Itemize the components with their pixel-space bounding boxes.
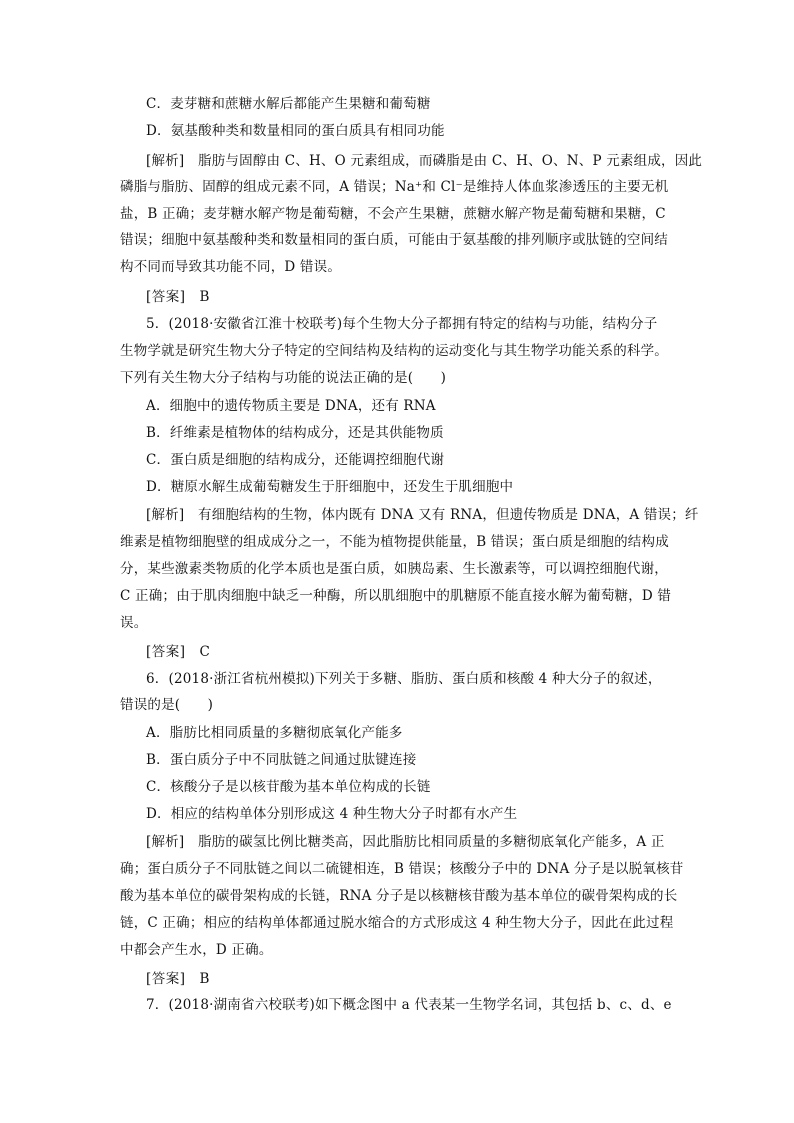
q5-answer: [答案] C <box>146 644 211 660</box>
q6-answer: [答案] B <box>146 971 210 987</box>
q4-analysis-line-1: [解析] 脂肪与固醇由 C、H、O 元素组成，而磷脂是由 C、H、O、N、P 元素组成，因此 <box>146 153 703 169</box>
q5-analysis-line-1: [解析] 有细胞结构的生物，体内既有 DNA 又有 RNA，但遗传物质是 DNA，A 错误；纤 <box>146 507 699 523</box>
q5-analysis-line-5: 误。 <box>120 615 148 631</box>
q5-analysis-line-4: C 正确；由于肌肉细胞中缺乏一种酶，所以肌细胞中的肌糖原不能直接水解为葡萄糖，D 错 <box>120 588 672 604</box>
q4-answer: [答案] B <box>146 289 210 305</box>
q6-stem-line-2: 错误的是( ) <box>120 697 214 713</box>
q6-analysis-line-3: 酸为基本单位的碳骨架构成的长链，RNA 分子是以核糖核苷酸为基本单位的碳骨架构成的长 <box>120 888 678 904</box>
q6-option-c: C．核酸分子是以核苷酸为基本单位构成的长链 <box>146 779 431 795</box>
q6-analysis-line-4: 链，C 正确；相应的结构单体都通过脱水缩合的方式形成这 4 种生物大分子，因此在此过程 <box>120 915 674 931</box>
q5-option-b: B．纤维素是植物体的结构成分，还是其供能物质 <box>146 425 444 441</box>
q4-analysis-line-5: 构不同而导致其功能不同，D 错误。 <box>120 259 342 275</box>
q6-analysis-line-2: 确；蛋白质分子不同肽链之间以二硫键相连，B 错误；核酸分子中的 DNA 分子是以脱氧核苷 <box>120 861 684 877</box>
q5-option-c: C．蛋白质是细胞的结构成分，还能调控细胞代谢 <box>146 452 445 468</box>
q4-option-c: C．麦芽糖和蔗糖水解后都能产生果糖和葡萄糖 <box>146 96 431 112</box>
q7-stem-line-1: 7．(2018·湖南省六校联考)如下概念图中 a 代表某一生物学名词，其包括 b、c、d、e <box>146 997 672 1013</box>
q4-analysis-line-2: 磷脂与脂肪、固醇的组成元素不同，A 错误；Na⁺和 Cl⁻是维持人体血浆渗透压的主要无机 <box>120 179 669 195</box>
q6-stem-line-1: 6．(2018·浙江省杭州模拟)下列关于多糖、脂肪、蛋白质和核酸 4 种大分子的叙述， <box>146 671 662 687</box>
q6-analysis-line-1: [解析] 脂肪的碳氢比例比糖类高，因此脂肪比相同质量的多糖彻底氧化产能多，A 正 <box>146 834 665 850</box>
q5-analysis-line-2: 维素是植物细胞壁的组成成分之一，不能为植物提供能量，B 错误；蛋白质是细胞的结构成 <box>120 534 669 550</box>
q5-analysis-line-3: 分，某些激素类物质的化学本质也是蛋白质，如胰岛素、生长激素等，可以调控细胞代谢， <box>120 561 668 577</box>
q6-option-d: D．相应的结构单体分别形成这 4 种生物大分子时都有水产生 <box>146 806 518 822</box>
q6-option-a: A．脂肪比相同质量的多糖彻底氧化产能多 <box>146 725 403 741</box>
q4-analysis-line-3: 盐，B 正确；麦芽糖水解产物是葡萄糖，不会产生果糖，蔗糖水解产物是葡萄糖和果糖，C <box>120 206 666 222</box>
q5-option-a: A．细胞中的遗传物质主要是 DNA，还有 RNA <box>146 398 436 414</box>
q5-stem-line-2: 生物学就是研究生物大分子特定的空间结构及结构的运动变化与其生物学功能关系的科学。 <box>120 343 668 359</box>
q5-option-d: D．糖原水解生成葡萄糖发生于肝细胞中，还发生于肌细胞中 <box>146 479 514 495</box>
q5-stem-line-3: 下列有关生物大分子结构与功能的说法正确的是( ) <box>120 370 447 386</box>
q6-analysis-line-5: 中都会产生水，D 正确。 <box>120 942 273 958</box>
q5-stem-line-1: 5．(2018·安徽省江淮十校联考)每个生物大分子都拥有特定的结构与功能，结构分子 <box>146 316 658 332</box>
q6-option-b: B．蛋白质分子中不同肽链之间通过肽键连接 <box>146 752 417 768</box>
q4-analysis-line-4: 错误；细胞中氨基酸种类和数量相同的蛋白质，可能由于氨基酸的排列顺序或肽链的空间结 <box>120 232 668 248</box>
q4-option-d: D．氨基酸种类和数量相同的蛋白质具有相同功能 <box>146 123 445 139</box>
